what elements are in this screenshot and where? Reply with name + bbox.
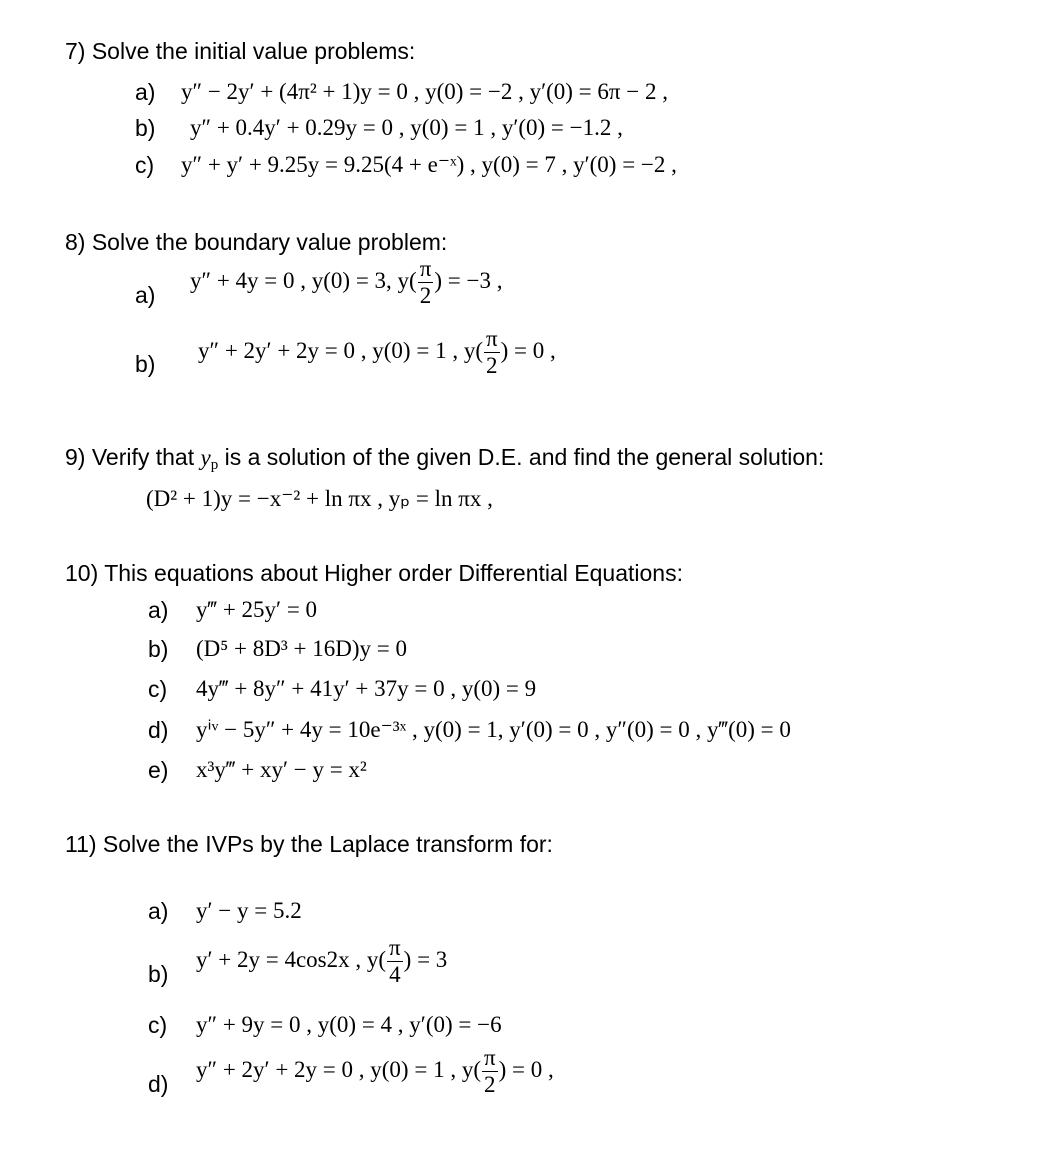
- q8a-label: a): [135, 282, 156, 308]
- q11a-equation: y′ − y = 5.2: [196, 898, 302, 923]
- q8b-fraction: $\frac{\pi}{2}$: [485, 326, 498, 378]
- q7c-label: c): [135, 152, 155, 178]
- q8b-equation: y″ + 2y′ + 2y = 0 , y(0) = 1 , y( $\frac{\pi}{2}$ ) = 0 ,: [198, 326, 556, 378]
- q9-equation: (D² + 1)y = −x⁻² + ln πx , yₚ = ln πx ,: [146, 486, 493, 511]
- q10-title: 10) This equations about Higher order Differential Equations:: [65, 560, 683, 586]
- q8a-fraction: $\frac{\pi}{2}$: [419, 256, 432, 308]
- q11b-fraction: $\frac{\pi}{4}$: [389, 935, 401, 987]
- q11-title: 11) Solve the IVPs by the Laplace transform for:: [65, 831, 553, 857]
- q7b-label: b): [135, 115, 156, 141]
- q10d-equation: yⁱᵛ − 5y″ + 4y = 10e⁻³ˣ , y(0) = 1, y′(0) = 0 , y″(0) = 0 , y‴(0) = 0: [196, 717, 791, 742]
- yp-symbol: $y_p$: [200, 445, 219, 473]
- q11d-label: d): [148, 1071, 169, 1097]
- q10a-label: a): [148, 597, 169, 623]
- q11d-equation: y″ + 2y′ + 2y = 0 , y(0) = 1 , y( $\frac{\pi}{2}$ ) = 0 ,: [196, 1045, 554, 1097]
- q11c-equation: y″ + 9y = 0 , y(0) = 4 , y′(0) = −6: [196, 1012, 502, 1037]
- q10a-equation: y‴ + 25y′ = 0: [196, 597, 318, 622]
- q10c-label: c): [148, 676, 168, 702]
- q7-title: 7) Solve the initial value problems:: [65, 38, 416, 64]
- q10e-label: e): [148, 757, 169, 783]
- q8b-label: b): [135, 351, 156, 377]
- q7a-label: a): [135, 79, 156, 105]
- q11d-fraction: $\frac{\pi}{2}$: [483, 1045, 496, 1097]
- q10d-label: d): [148, 717, 169, 743]
- q10b-equation: (D⁵ + 8D³ + 16D)y = 0: [196, 636, 407, 661]
- q8a-equation: y″ + 4y = 0 , y(0) = 3, y( $\frac{\pi}{2}$ ) = −3 ,: [190, 256, 503, 308]
- q10e-equation: x³y‴ + xy′ − y = x²: [196, 757, 367, 782]
- q11b-equation: y′ + 2y = 4cos2x , y( $\frac{\pi}{4}$ ) = 3: [196, 935, 448, 987]
- q9-title: 9) Verify that $y_p$ is a solution of the given D.E. and find the general solution:: [65, 444, 825, 473]
- q8-title: 8) Solve the boundary value problem:: [65, 229, 448, 255]
- q7a-equation: y″ − 2y′ + (4π² + 1)y = 0 , y(0) = −2 , y′(0) = 6π − 2 ,: [181, 79, 668, 104]
- q11a-label: a): [148, 898, 169, 924]
- q7b-equation: y″ + 0.4y′ + 0.29y = 0 , y(0) = 1 , y′(0) = −1.2 ,: [190, 115, 623, 140]
- q11b-label: b): [148, 961, 169, 987]
- q10b-label: b): [148, 636, 169, 662]
- q10c-equation: 4y‴ + 8y″ + 41y′ + 37y = 0 , y(0) = 9: [196, 676, 537, 701]
- q11c-label: c): [148, 1012, 168, 1038]
- q7c-equation: y″ + y′ + 9.25y = 9.25(4 + e⁻ˣ) , y(0) = 7 , y′(0) = −2 ,: [181, 152, 677, 177]
